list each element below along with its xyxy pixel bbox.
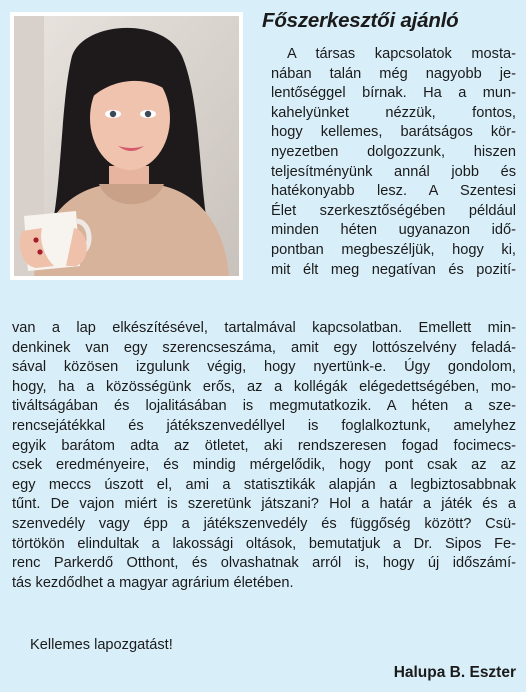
text-line: törtökön elindultak a lakossági oltások, bemutatjuk a Dr. Sipos Fe- [12, 535, 516, 552]
editor-portrait-illustration [14, 16, 239, 276]
text-line: sával közösen izgulunk végig, hogy nyertünk-e. Úgy gondolom, [12, 359, 516, 376]
text-line: denkinek van egy szerencseszáma, amit egy lottószelvény feladá- [12, 339, 516, 356]
text-line: egy meccs úszott el, ami a statisztikák alapján a legbiztosabbnak [12, 476, 516, 493]
text-line: szenvedély vagy épp a játékszenvedély és függőség között? Csü- [12, 515, 516, 532]
intro-paragraph [271, 45, 516, 280]
text-line: hogy, ha a közösségünk erős, az a kollégák elégedettségében, mo- [12, 378, 516, 395]
text-line: egyik barátom adta az ötletet, aki rendszeresen fogad focimecs- [12, 437, 516, 454]
text-line: hogy kellemes, barátságos kör- [271, 124, 516, 141]
text-line: nyezetben dolgozzunk, hiszen [271, 143, 516, 160]
text-line: renc Parkerdő Otthont, és olvashatnak arról is, hogy új időszámí- [12, 555, 516, 572]
text-line: tás kezdődhet a magyar agrárium életében. [12, 574, 294, 591]
text-line: minden héten ugyanazon idő- [271, 222, 516, 239]
closing-line: Kellemes lapozgatást! [30, 637, 173, 653]
body-paragraph [12, 319, 516, 593]
text-line: Élet szerkesztőségében például [271, 202, 516, 219]
text-line: kahelyünket nézzük, fontos, [271, 104, 516, 121]
text-line: rencsejátékkal és játékszenvedéllyel is foglalkoztunk, amelyhez [12, 417, 516, 434]
text-line: lentőséggel bírnak. Ha a mun- [271, 85, 516, 102]
text-line: nában talán még nagyobb je- [271, 65, 516, 82]
text-line: hatékonyabb lesz. A Szentesi [271, 183, 516, 200]
author-signature: Halupa B. Eszter [393, 664, 516, 681]
text-line: pontban megbeszéljük, hogy ki, [271, 241, 516, 258]
text-line: teljesítményünk annál jobb és [271, 163, 516, 180]
text-line: mit élt meg negatívan és pozití- [271, 261, 516, 278]
column-title: Főszerkesztői ajánló [262, 9, 459, 32]
text-line: csek eredményeire, és mindig mérgelődik, hogy pont csak az az [12, 457, 516, 474]
text-line: tiváltságában és lojalitásában is megmutatkozik. A héten a sze- [12, 398, 516, 415]
text-line: van a lap elkészítésével, tartalmával kapcsolatban. Emellett min- [12, 320, 516, 336]
text-line: tűnt. De vajon miért is szeretünk játszani? Hol a határ a játék és a [12, 496, 516, 513]
editor-portrait-photo [10, 12, 243, 280]
text-line: A társas kapcsolatok mosta- [287, 46, 516, 62]
